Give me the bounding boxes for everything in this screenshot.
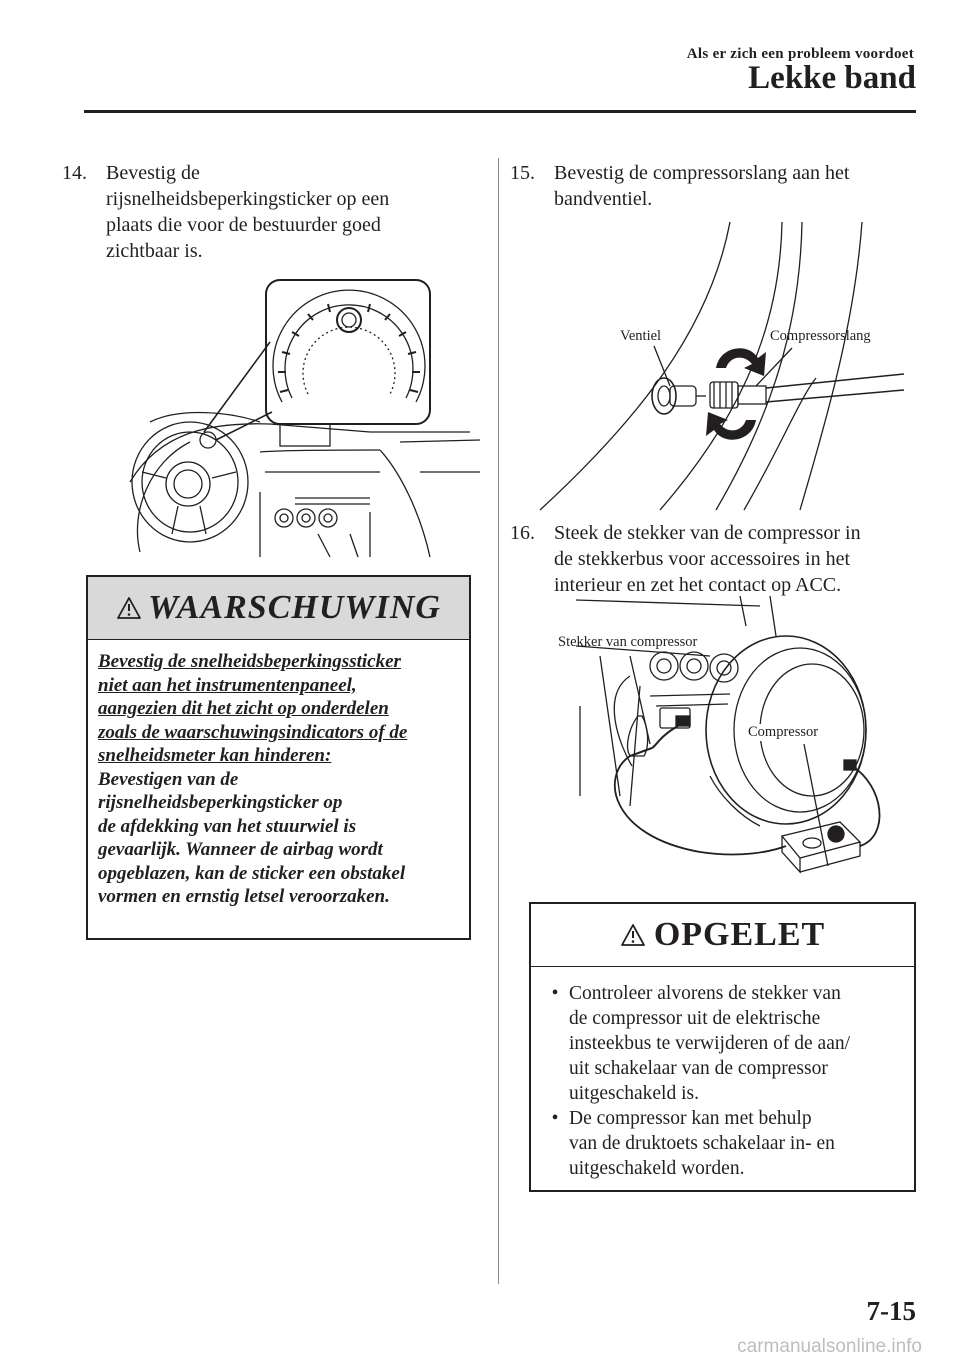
- step-14: 14. Bevestig de rijsnelheidsbeperkingsticker op een plaats die voor de bestuurder goed zichtbaar is.: [62, 162, 390, 262]
- step-16: 16. Steek de stekker van de compressor in de stekkerbus voor accessoires in het interieur en zet het contact op ACC.: [510, 522, 861, 596]
- caution-bullet: • Controleer alvorens de stekker van de compressor uit de elektrische insteekbus te verwijderen of de aan/ uit schakelaar van de compressor uitgeschakeld is.: [551, 983, 851, 1104]
- step-number: 14.: [62, 162, 87, 184]
- dashboard-illustration: [120, 272, 480, 562]
- step-number: 16.: [510, 522, 535, 544]
- label-ventiel: Ventiel: [620, 328, 662, 344]
- caution-triangle-icon: [620, 923, 646, 947]
- header-rule: [84, 110, 916, 113]
- caution-title: OPGELET: [653, 916, 826, 953]
- caution-box: [529, 902, 916, 1192]
- caution-header: [531, 904, 914, 967]
- caution-bullet: • De compressor kan met behulp van de druktoets schakelaar in- en uitgeschakeld worden.: [551, 1108, 835, 1179]
- warning-box: [86, 575, 471, 940]
- valve-hose-illustration: [520, 218, 910, 514]
- label-compressor: Compressor: [748, 724, 819, 740]
- section-header: Als er zich een probleem voordoet: [686, 46, 914, 62]
- label-compressorslang: Compressorslang: [770, 328, 871, 344]
- warning-triangle-icon: [116, 596, 142, 620]
- page-number: 7-15: [866, 1296, 916, 1326]
- warning-header: [88, 577, 469, 640]
- label-stekker: Stekker van compressor: [558, 634, 698, 650]
- watermark[interactable]: carmanualsonline.info: [737, 1336, 922, 1357]
- step-15: 15. Bevestig de compressorslang aan het bandventiel.: [510, 162, 850, 210]
- caution-text: [531, 967, 914, 1181]
- column-divider: [498, 158, 499, 1284]
- step-number: 15.: [510, 162, 535, 184]
- warning-title: WAARSCHUWING: [148, 589, 441, 626]
- warning-text: Bevestig de snelheidsbeperkingssticker niet aan het instrumentenpaneel, aangezien dit het zicht op onderdelen zoals de waarschuwingsindicators of de snelheidsmeter kan hinderen: Bevestigen van de rijsnelheidsbeperkingsticker op de afdekking van het stuurwiel is gevaarlijk. Wanneer de airbag wordt opgeblazen, kan de sticker een obstakel vormen en ernstig letsel veroorzaken.: [98, 651, 408, 907]
- page-title: Lekke band: [748, 60, 916, 96]
